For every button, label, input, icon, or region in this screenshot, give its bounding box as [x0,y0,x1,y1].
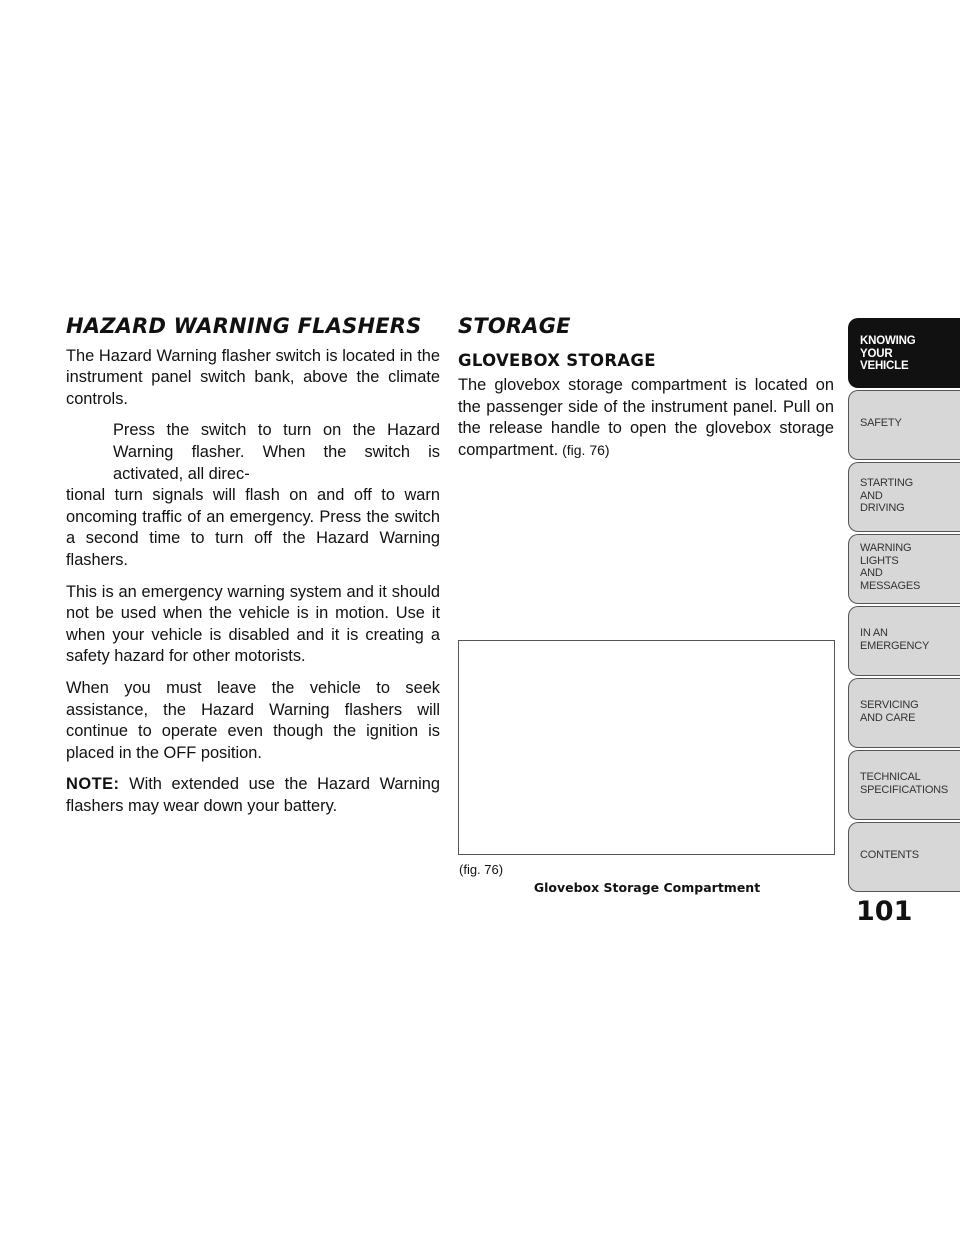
tab-starting-and-driving[interactable]: STARTING AND DRIVING [848,462,960,532]
note-paragraph [66,774,440,817]
figure-label: (fig. 76) [459,862,504,877]
figure-image-placeholder [458,640,835,855]
tab-technical-specifications[interactable]: TECHNICAL SPECIFICATIONS [848,750,960,820]
tab-contents[interactable]: CONTENTS [848,822,960,892]
chapter-tabs [848,318,960,894]
left-column [66,316,440,827]
tab-safety[interactable]: SAFETY [848,390,960,460]
tab-servicing-and-care[interactable]: SERVICING AND CARE [848,678,960,748]
paragraph: When you must leave the vehicle to seek assistance, the Hazard Warning flashers will continue to operate even though the ignition is placed in the OFF position. [66,678,440,762]
note-label: NOTE: [66,775,120,794]
figure-caption: Glovebox Storage Compartment [533,880,761,895]
tab-warning-lights-and-messages[interactable]: WARNING LIGHTS AND MESSAGES [848,534,960,604]
paragraph-indented: Press the switch to turn on the Hazard Warning flasher. When the switch is activated, all direc- [113,421,440,483]
figure-reference-link[interactable]: (fig. 76) [558,441,610,458]
page-number: 101 [856,896,913,927]
section-heading-hazard: HAZARD WARNING FLASHERS [66,314,422,338]
note-text: With extended use the Hazard Warning flashers may wear down your battery. [66,775,440,815]
paragraph-text: The glovebox storage compartment is located on the passenger side of the instrument panel. Pull on the release handle to open the glovebox storage compartment. [458,376,834,459]
tab-knowing-your-vehicle[interactable]: KNOWING YOUR VEHICLE [848,318,960,388]
paragraph: tional turn signals will flash on and off to warn oncoming traffic of an emergency. Press the switch a second time to turn off the Hazard Warning flashers. [66,486,440,569]
right-column [458,316,834,472]
paragraph [458,375,834,461]
paragraph: The Hazard Warning flasher switch is located in the instrument panel switch bank, above the climate controls. [66,346,440,408]
paragraph: This is an emergency warning system and it should not be used when the vehicle is in motion. Use it when your vehicle is disabled and it is creating a safety hazard for other motorists. [66,582,440,666]
tab-in-an-emergency[interactable]: IN AN EMERGENCY [848,606,960,676]
subheading-glovebox: GLOVEBOX STORAGE [458,350,656,370]
section-heading-storage: STORAGE [458,314,571,338]
